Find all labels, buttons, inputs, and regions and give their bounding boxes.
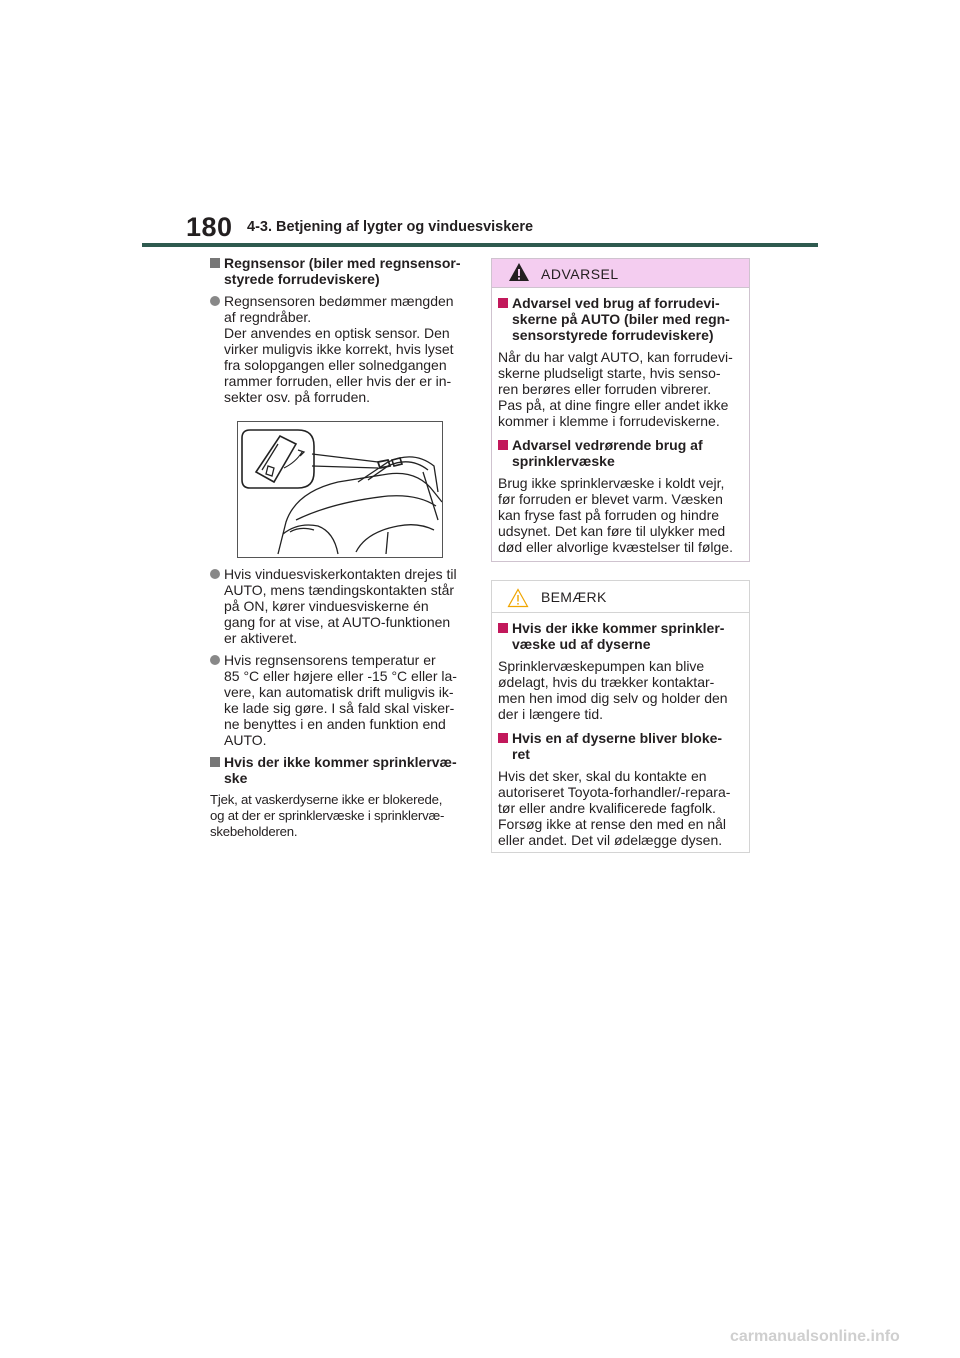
caution-triangle-icon — [507, 588, 529, 608]
warning-body — [492, 288, 749, 555]
header-rule — [142, 243, 818, 247]
note-body — [492, 613, 749, 848]
note-heading-blocked: Hvis en af dyserne bliver bloke- ret — [498, 730, 743, 762]
warning-box — [491, 258, 750, 562]
rain-sensor-illustration — [237, 421, 443, 558]
left-column — [210, 255, 468, 848]
page-number: 180 — [186, 212, 233, 242]
note-label: BEMÆRK — [541, 589, 607, 605]
note-text-pump: Sprinklervæskepumpen kan blive ødelagt, hvis du trækker kontaktar- men hen imod dig selv og holder den der i længere tid. — [498, 658, 728, 722]
note-box — [491, 580, 750, 853]
rain-sensor-bullet: Regnsensoren bedømmer mængden af regndråber. Der anvendes en optisk sensor. Den virker muligvis ikke korrekt, hvis lyset fra solopgangen eller solnedgangen rammer forruden, eller hvis der er in- sekter osv. på forruden. — [210, 293, 468, 405]
warning-text-auto: Når du har valgt AUTO, kan forrudevi- skerne pludseligt starte, hvis senso- ren berøres eller forruden vibrerer. Pas på, at dine fingre eller andet ikke kommer i klemme i forrudeviskerne. — [498, 349, 733, 429]
warning-heading-fluid: Advarsel vedrørende brug af sprinklervæske — [498, 437, 743, 469]
page-header — [0, 0, 960, 250]
note-header — [492, 581, 749, 613]
rain-sensor-heading: Regnsensor (biler med regnsensor- styrede forrudeviskere) — [210, 255, 468, 287]
auto-bullet: Hvis vinduesviskerkontakten drejes til AUTO, mens tændingskontakten står på ON, kører vinduesviskerne én gang for at vise, at AUTO-funktionen er aktiveret. — [210, 566, 468, 646]
warning-heading-auto: Advarsel ved brug af forrudevi- skerne på AUTO (biler med regn- sensorstyrede forrudeviskere) — [498, 295, 743, 343]
note-text-blocked: Hvis det sker, skal du kontakte en autoriseret Toyota-forhandler/-repara- tør eller andre kvalificerede fagfolk. Forsøg ikke at rense den med en nål eller andet. Det vil ødelægge dysen. — [498, 768, 731, 848]
section-title: 4-3. Betjening af lygter og vinduesviskere — [247, 219, 534, 235]
watermark: carmanualsonline.info — [730, 1328, 900, 1345]
warning-label: ADVARSEL — [541, 266, 619, 282]
car-windshield-sensor-image — [238, 422, 442, 557]
temperature-bullet: Hvis regnsensorens temperatur er 85 °C eller højere eller -15 °C eller la- vere, kan automatisk drift muligvis ik- ke lade sig gøre. I så fald skal visker- ne benyttes i en anden funktion end AUTO. — [210, 652, 468, 748]
no-washer-fluid-text: Tjek, at vaskerdyserne ikke er blokerede, og at der er sprinklervæske i sprinklervæ- skebeholderen. — [210, 792, 445, 839]
no-washer-fluid-heading: Hvis der ikke kommer sprinklervæ- ske — [210, 754, 468, 786]
warning-header — [492, 259, 749, 288]
right-column — [491, 258, 750, 853]
warning-triangle-icon — [508, 262, 530, 282]
warning-text-fluid: Brug ikke sprinklervæske i koldt vejr, før forruden er blevet varm. Væsken kan fryse fast på forruden og hindre udsynet. Det kan føre til ulykker med død eller alvorlige kvæstelser til følge. — [498, 475, 733, 555]
note-heading-no-fluid: Hvis der ikke kommer sprinkler- væske ud af dyserne — [498, 620, 743, 652]
